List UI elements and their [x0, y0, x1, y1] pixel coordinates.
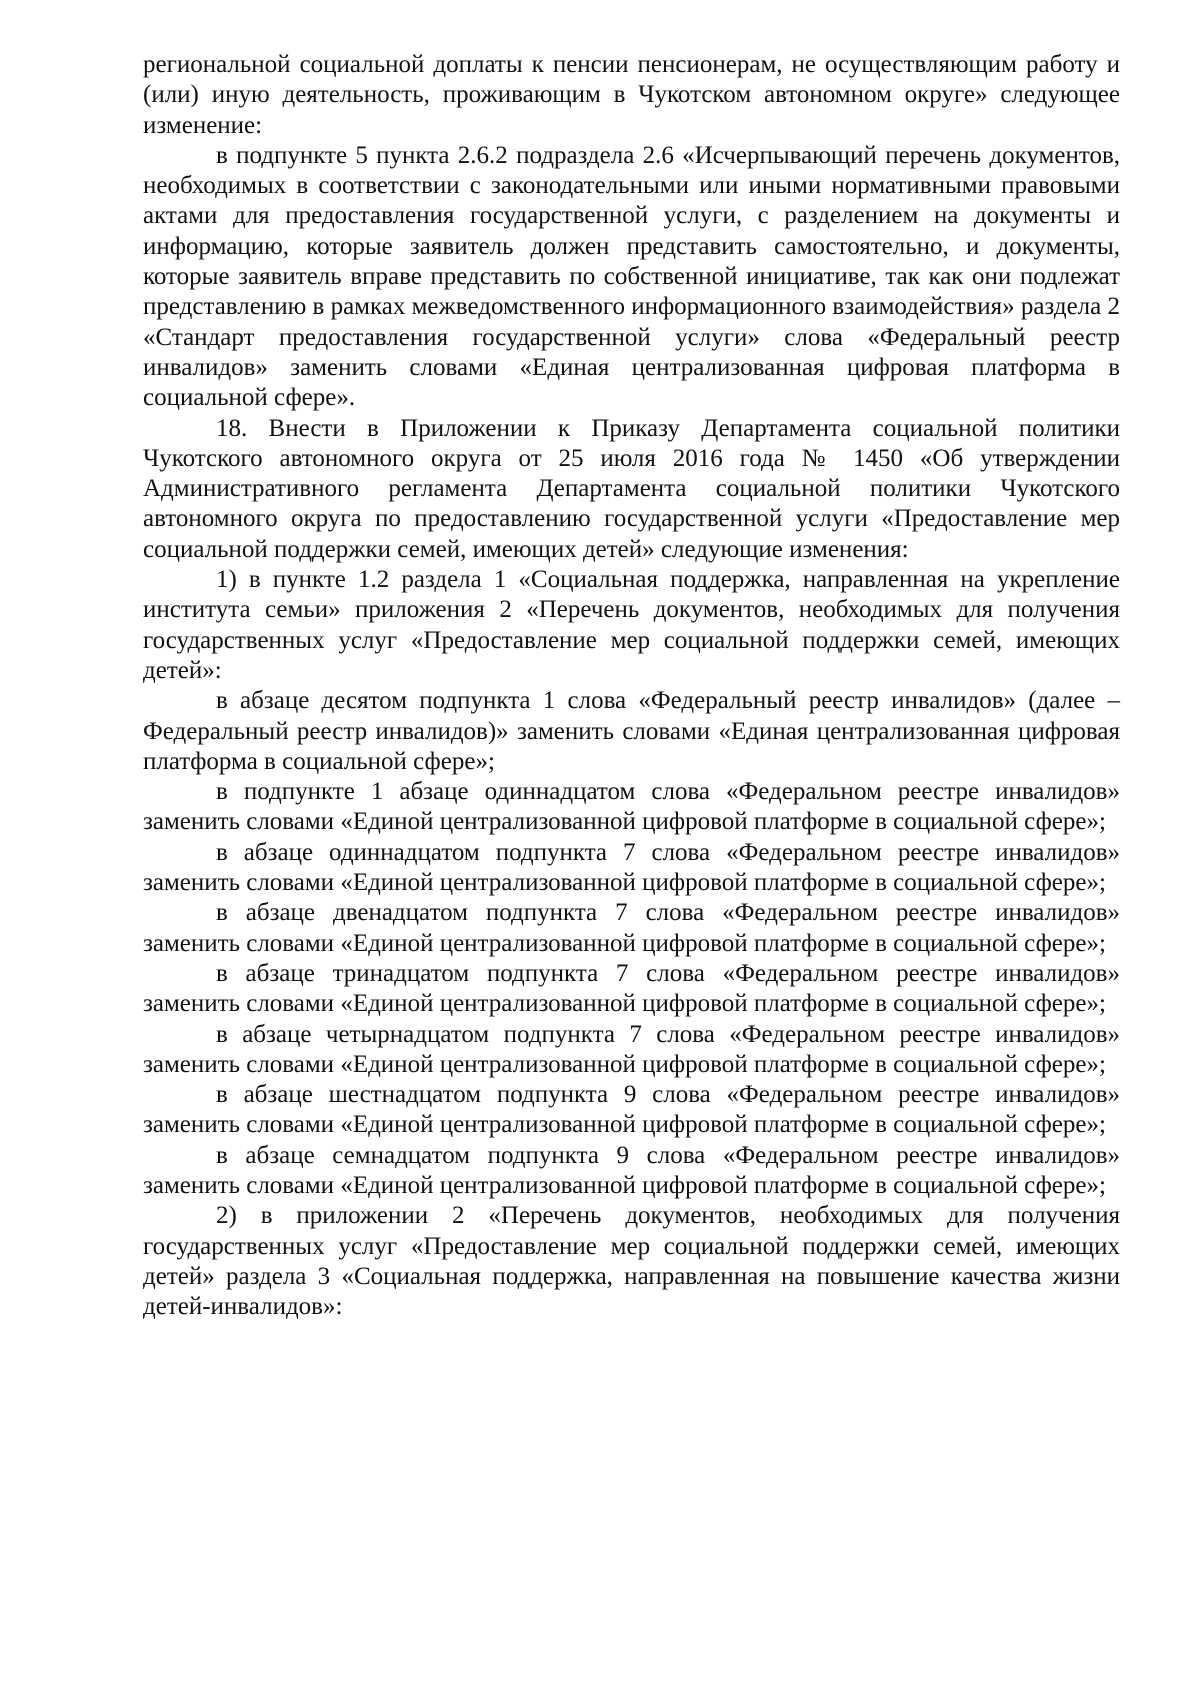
paragraph-amendment: в абзаце тринадцатом подпункта 7 слова «Федеральном реестре инвалидов» заменить словами «Единой централизованной цифровой платформе в социальной сфере»; [143, 959, 1120, 1018]
paragraph-item-18-1: 1) в пункте 1.2 раздела 1 «Социальная поддержка, направленная на укрепление института семьи» приложения 2 «Перечень документов, необходимых для получения государственных услуг «Предоставление мер социальной поддержки семей, имеющих детей»: [143, 566, 1120, 684]
paragraph-amendment: в абзаце семнадцатом подпункта 9 слова «Федеральном реестре инвалидов» заменить словами «Единой централизованной цифровой платформе в социальной сфере»; [143, 1141, 1120, 1199]
paragraph-amendment: в абзаце десятом подпункта 1 слова «Федеральный реестр инвалидов» (далее – Федеральный реестр инвалидов)» заменить словами «Единая централизованная цифровая платформа в социальной сфере»; [143, 687, 1120, 775]
document-page [143, 50, 1120, 1322]
paragraph-item-18-2: 2) в приложении 2 «Перечень документов, необходимых для получения государственных услуг «Предоставление мер социальной поддержки семей, имеющих детей» раздела 3 «Социальная поддержка, направленная на повышение качества жизни детей-инвалидов»: [143, 1202, 1120, 1321]
paragraph-amendment: в абзаце четырнадцатом подпункта 7 слова «Федеральном реестре инвалидов» заменить словами «Единой централизованной цифровой платформе в социальной сфере»; [143, 1020, 1120, 1078]
paragraph-item-18: 18. Внести в Приложении к Приказу Департамента социальной политики Чукотского автономного округа от 25 июля 2016 года № 1450 «Об утверждении Административного регламента Департамента социальной политики Чукотского автономного округа по предоставлению государственной услуги «Предоставление мер социальной поддержки семей, имеющих детей» следующие изменения: [143, 414, 1120, 563]
paragraph-amendment: в абзаце двенадцатом подпункта 7 слова «Федеральном реестре инвалидов» заменить словами «Единой централизованной цифровой платформе в социальной сфере»; [143, 899, 1120, 957]
paragraph-continuation: региональной социальной доплаты к пенсии пенсионерам, не осуществляющим работу и (или) иную деятельность, проживающим в Чукотском автономном округе» следующее изменение: [143, 51, 1120, 139]
paragraph-amendment: в абзаце одиннадцатом подпункта 7 слова «Федеральном реестре инвалидов» заменить словами «Единой централизованной цифровой платформе в социальной сфере»; [143, 838, 1120, 897]
paragraph-amendment: в подпункте 1 абзаце одиннадцатом слова «Федеральном реестре инвалидов» заменить словами «Единой централизованной цифровой платформе в социальной сфере»; [143, 778, 1120, 836]
paragraph-amendment: в абзаце шестнадцатом подпункта 9 слова «Федеральном реестре инвалидов» заменить словами «Единой централизованной цифровой платформе в социальной сфере»; [143, 1081, 1120, 1139]
paragraph-subpoint-5: в подпункте 5 пункта 2.6.2 подраздела 2.6 «Исчерпывающий перечень документов, необходимых в соответствии с законодательными или иными нормативными правовыми актами для предоставления государственной услуги, с разделением на документы и информацию, которые заявитель должен представить самостоятельно, и документы, которые заявитель вправе представить по собственной инициативе, так как они подлежат представлению в рамках межведомственного информационного взаимодействия» раздела 2 «Стандарт предоставления государственной услуги» слова «Федеральный реестр инвалидов» заменить словами «Единая централизованная цифровая платформа в социальной сфере». [143, 141, 1120, 412]
